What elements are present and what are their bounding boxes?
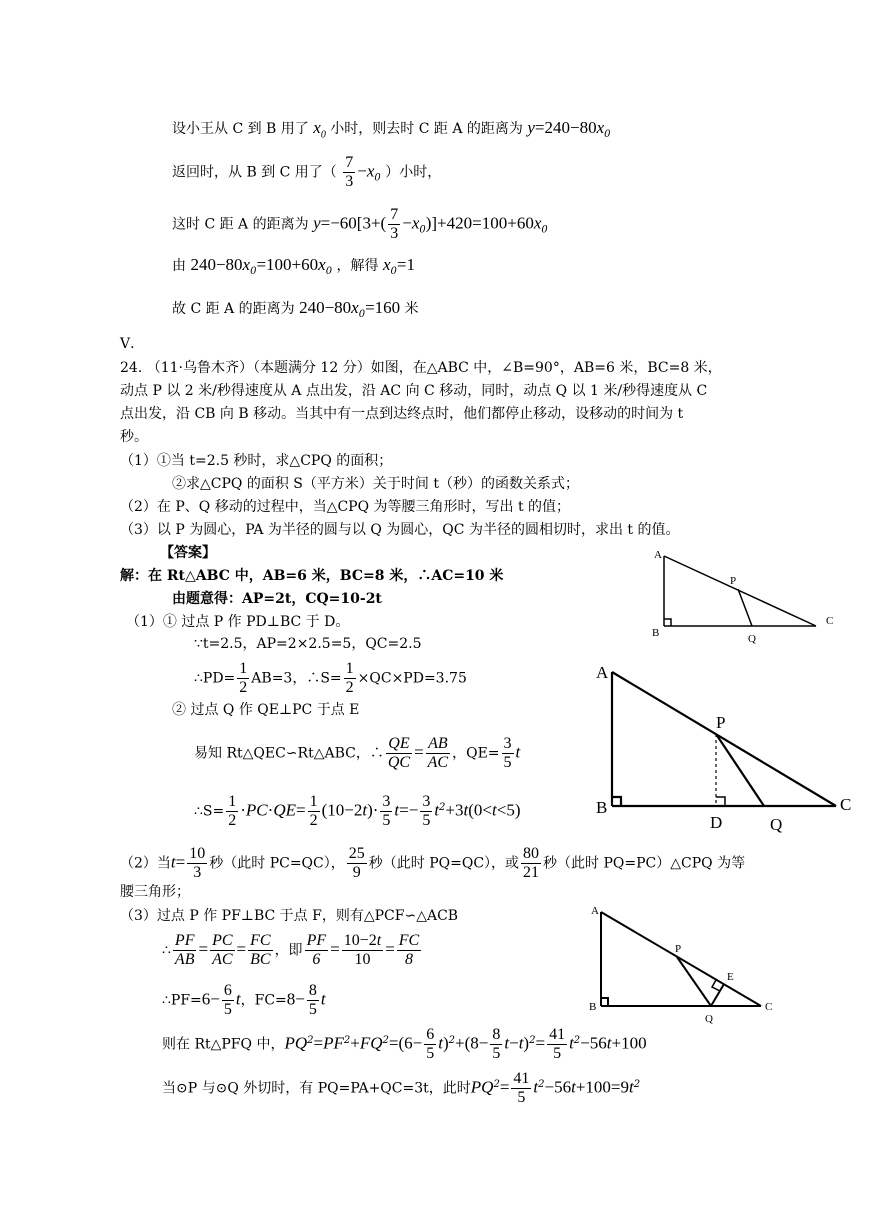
label-E: E	[727, 971, 734, 983]
question-line: （2）在 P、Q 移动的过程中，当△CPQ 为等腰三角形时，写出 t 的值；	[120, 499, 571, 515]
text-line: 设小王从 C 到 B 用了 $x_0$ 小时，则去时 C 距 A 的距离为 $y=240-80x_0$	[172, 118, 611, 141]
solution-line: ∵t=2.5，AP=2×2.5=5，QC=2.5	[194, 636, 422, 652]
triangle-figure-1	[640, 544, 850, 648]
solution-line: ∴PF=6− $\frac{6}{5}$ t，FC=8− $\frac{8}{5}$ t	[162, 982, 326, 1018]
line-text: ，解得	[336, 258, 379, 274]
solution-line: （2）当t= $\frac{10}{3}$ 秒（此时 PC=QC）， $\frac{25}{9}$ 秒（此时 PQ=QC），或 $\frac{80}{21}$ 秒（此时 PQ=PC）△CPQ 为等	[120, 845, 746, 881]
question-line: 点出发，沿 CB 向 B 移动。当其中有一点到达终点时，他们都停止移动，设移动的时间为 t	[120, 406, 684, 422]
label-P: P	[730, 575, 737, 587]
line-text: 故 C 距 A 的距离为	[172, 301, 295, 317]
triangle-figure-2	[590, 658, 860, 838]
question-line: ②求△CPQ 的面积 S（平方米）关于时间 t（秒）的函数关系式；	[172, 476, 579, 492]
solution-line: 易知 Rt△QEC∽Rt△ABC，∴ $\frac{QE}{QC}$ = $\frac{AB}{AC}$ ，QE= $\frac{3}{5}$ t	[194, 735, 521, 771]
line-text: 米	[404, 301, 419, 317]
solution-line: 解：在 Rt△ABC 中，AB=6 米，BC=8 米，∴AC=10 米	[120, 568, 504, 584]
text-line: 由 $240-80x_0=100+60x_0$ ，解得 $x_0=1$	[172, 255, 415, 277]
label-D: D	[710, 813, 723, 832]
answer-heading: 【答案】	[160, 545, 216, 561]
label-Q: Q	[770, 815, 783, 834]
label-C: C	[765, 1001, 773, 1013]
solution-line: 由题意得：AP=2t，CQ=10-2t	[172, 591, 382, 607]
solution-line: 当⊙P 与⊙Q 外切时，有 PQ=PA+QC=3t，此时$PQ^2=$ $\frac{41}{5}$ $t^2-56t+100=9t^2$	[162, 1070, 641, 1106]
label-C: C	[840, 795, 852, 814]
solution-line: （3）过点 P 作 PF⊥BC 于点 F，则有△PCF∽△ACB	[120, 908, 459, 924]
label-A: A	[591, 905, 599, 917]
line-text: 这时 C 距 A 的距离为	[172, 216, 309, 233]
solution-line: （1）① 过点 P 作 PD⊥BC 于 D。	[126, 614, 350, 630]
line-text: ）小时，	[385, 164, 442, 181]
label-A: A	[596, 663, 609, 682]
text-line: 返回时，从 B 到 C 用了（ $\frac{7}{3}$ $-x_0$ ）小时，	[172, 154, 442, 190]
question-line: 动点 P 以 2 米/秒得速度从 A 点出发，沿 AC 向 C 移动，同时，动点 Q 以 1 米/秒得速度从 C	[120, 383, 708, 399]
label-B: B	[652, 627, 660, 639]
question-line: （3）以 P 为圆心，PA 为半径的圆与以 Q 为圆心，QC 为半径的圆相切时，求出 t 的值。	[120, 522, 680, 538]
label-Q: Q	[748, 633, 756, 645]
label-C: C	[826, 615, 834, 627]
solution-line: 腰三角形；	[120, 884, 190, 900]
question-line: （1）①当 t=2.5 秒时，求△CPQ 的面积；	[120, 453, 393, 469]
section-marker: V．	[120, 336, 145, 352]
solution-line: ∴PD= $\frac{1}{2}$ AB=3，∴S= $\frac{1}{2}$ ×QC×PD=3.75	[194, 660, 467, 696]
solution-line: ∴S= $\frac{1}{2}$ ·PC·QE= $\frac{1}{2}$ (10−2t)· $\frac{3}{5}$ t=− $\frac{3}{5}$ $t^2+3t(0<t<5)$	[194, 793, 521, 829]
line-text: 返回时，从 B 到 C 用了（	[172, 164, 337, 181]
line-text: 由	[172, 258, 186, 274]
text-line: 这时 C 距 A 的距离为 y=−60[3+( $\frac{7}{3}$ $-x_0)]+420=100+60x_0$	[172, 206, 548, 242]
solution-line: ∴ $\frac{PF}{AB}$ = $\frac{PC}{AC}$ = $\frac{FC}{BC}$ ，即 $\frac{PF}{6}$ = $\frac{10-2t}{10}$ = $\frac{FC}{8}$	[162, 932, 420, 968]
label-A: A	[654, 549, 662, 561]
line-text: 小时，则去时 C 距 A 的距离为	[330, 121, 523, 137]
label-B: B	[596, 798, 608, 817]
line-text: 设小王从 C 到 B 用了	[172, 121, 309, 137]
solution-line: ② 过点 Q 作 QE⊥PC 于点 E	[172, 702, 360, 718]
label-Q: Q	[705, 1013, 713, 1025]
math: y	[527, 118, 535, 137]
question-line: 秒。	[120, 429, 148, 445]
solution-line: 则在 Rt△PFQ 中，$PQ^2=PF^2+FQ^2=(6-$ $\frac{6}{5}$ t)$^2$+(8− $\frac{8}{5}$ t−t)$^2$= $\frac{41}{5}$ $t^2-56t+100$	[162, 1026, 647, 1062]
label-B: B	[589, 1001, 597, 1013]
math: $x_0$	[313, 118, 326, 141]
fraction: $\frac{7}{3}$	[345, 154, 354, 190]
text-line: 故 C 距 A 的距离为 $240-80x_0=160$ 米	[172, 298, 419, 320]
label-P: P	[675, 943, 682, 955]
triangle-figure-3	[585, 898, 785, 1028]
label-P: P	[716, 713, 726, 732]
question-line: 24. （11·乌鲁木齐）（本题满分 12 分）如图，在△ABC 中，∠B=90°，AB=6 米，BC=8 米，	[120, 360, 722, 376]
